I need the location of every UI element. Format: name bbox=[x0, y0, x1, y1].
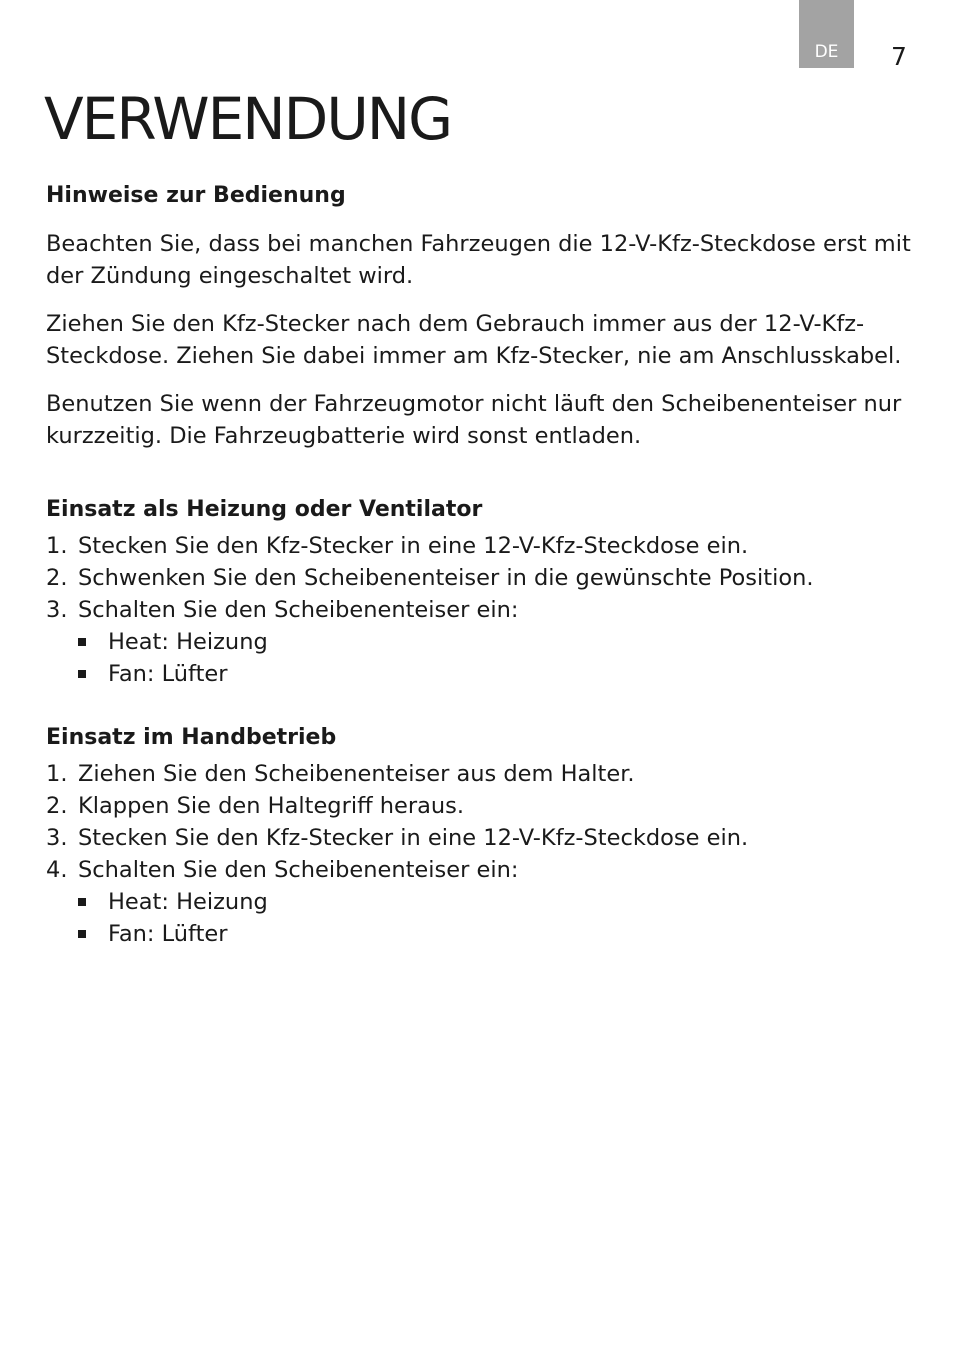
bullet-list bbox=[46, 886, 916, 950]
list-item bbox=[46, 530, 916, 562]
step-number: 3. bbox=[46, 825, 68, 851]
step-number: 3. bbox=[46, 597, 68, 623]
bullet-list bbox=[46, 626, 916, 690]
step-text: Stecken Sie den Kfz-Stecker in eine 12-V-Kfz-Steckdose ein. bbox=[78, 533, 749, 559]
step-text: Schwenken Sie den Scheibenenteiser in die gewünschte Position. bbox=[78, 565, 814, 591]
section-handheld-use bbox=[46, 722, 916, 950]
list-item bbox=[46, 562, 916, 594]
page-title: VERWENDUNG bbox=[44, 85, 452, 153]
section-heater-fan-use bbox=[46, 494, 916, 690]
step-number: 2. bbox=[46, 793, 68, 819]
step-text: Ziehen Sie den Scheibenenteiser aus dem Halter. bbox=[78, 761, 635, 787]
list-item bbox=[78, 658, 916, 690]
bullet-text: Heat: Heizung bbox=[108, 629, 268, 655]
list-item bbox=[78, 918, 916, 950]
steps-list bbox=[46, 530, 916, 626]
list-item bbox=[46, 758, 916, 790]
step-text: Klappen Sie den Haltegriff heraus. bbox=[78, 793, 465, 819]
section-usage-notes bbox=[46, 180, 916, 452]
step-text: Stecken Sie den Kfz-Stecker in eine 12-V-Kfz-Steckdose ein. bbox=[78, 825, 749, 851]
page-number: 7 bbox=[891, 42, 907, 71]
step-number: 2. bbox=[46, 565, 68, 591]
paragraph: Beachten Sie, dass bei manchen Fahrzeugen die 12-V-Kfz-Steckdose erst mit der Zündung eingeschaltet wird. bbox=[46, 231, 911, 289]
steps-list bbox=[46, 758, 916, 886]
step-number: 1. bbox=[46, 761, 68, 787]
square-bullet-icon bbox=[78, 930, 86, 938]
section-heading: Einsatz als Heizung oder Ventilator bbox=[46, 497, 483, 522]
list-item bbox=[78, 886, 916, 918]
step-text: Schalten Sie den Scheibenenteiser ein: bbox=[78, 857, 519, 883]
paragraph: Benutzen Sie wenn der Fahrzeugmotor nicht läuft den Scheibenenteiser nur kurzzeitig. Die Fahrzeugbatterie wird sonst entladen. bbox=[46, 391, 902, 449]
list-item bbox=[46, 594, 916, 626]
bullet-text: Fan: Lüfter bbox=[108, 661, 228, 687]
list-item bbox=[78, 626, 916, 658]
list-item bbox=[46, 854, 916, 886]
section-heading: Einsatz im Handbetrieb bbox=[46, 725, 337, 750]
square-bullet-icon bbox=[78, 670, 86, 678]
bullet-text: Heat: Heizung bbox=[108, 889, 268, 915]
language-tab: DE bbox=[799, 0, 854, 68]
bullet-text: Fan: Lüfter bbox=[108, 921, 228, 947]
square-bullet-icon bbox=[78, 898, 86, 906]
step-number: 4. bbox=[46, 857, 68, 883]
section-heading: Hinweise zur Bedienung bbox=[46, 183, 346, 208]
step-number: 1. bbox=[46, 533, 68, 559]
step-text: Schalten Sie den Scheibenenteiser ein: bbox=[78, 597, 519, 623]
list-item bbox=[46, 822, 916, 854]
square-bullet-icon bbox=[78, 638, 86, 646]
page-content bbox=[46, 180, 916, 950]
list-item bbox=[46, 790, 916, 822]
paragraph: Ziehen Sie den Kfz-Stecker nach dem Gebrauch immer aus der 12-V-Kfz-Steckdose. Ziehen Sie dabei immer am Kfz-Stecker, nie am Anschlusskabel. bbox=[46, 311, 902, 369]
